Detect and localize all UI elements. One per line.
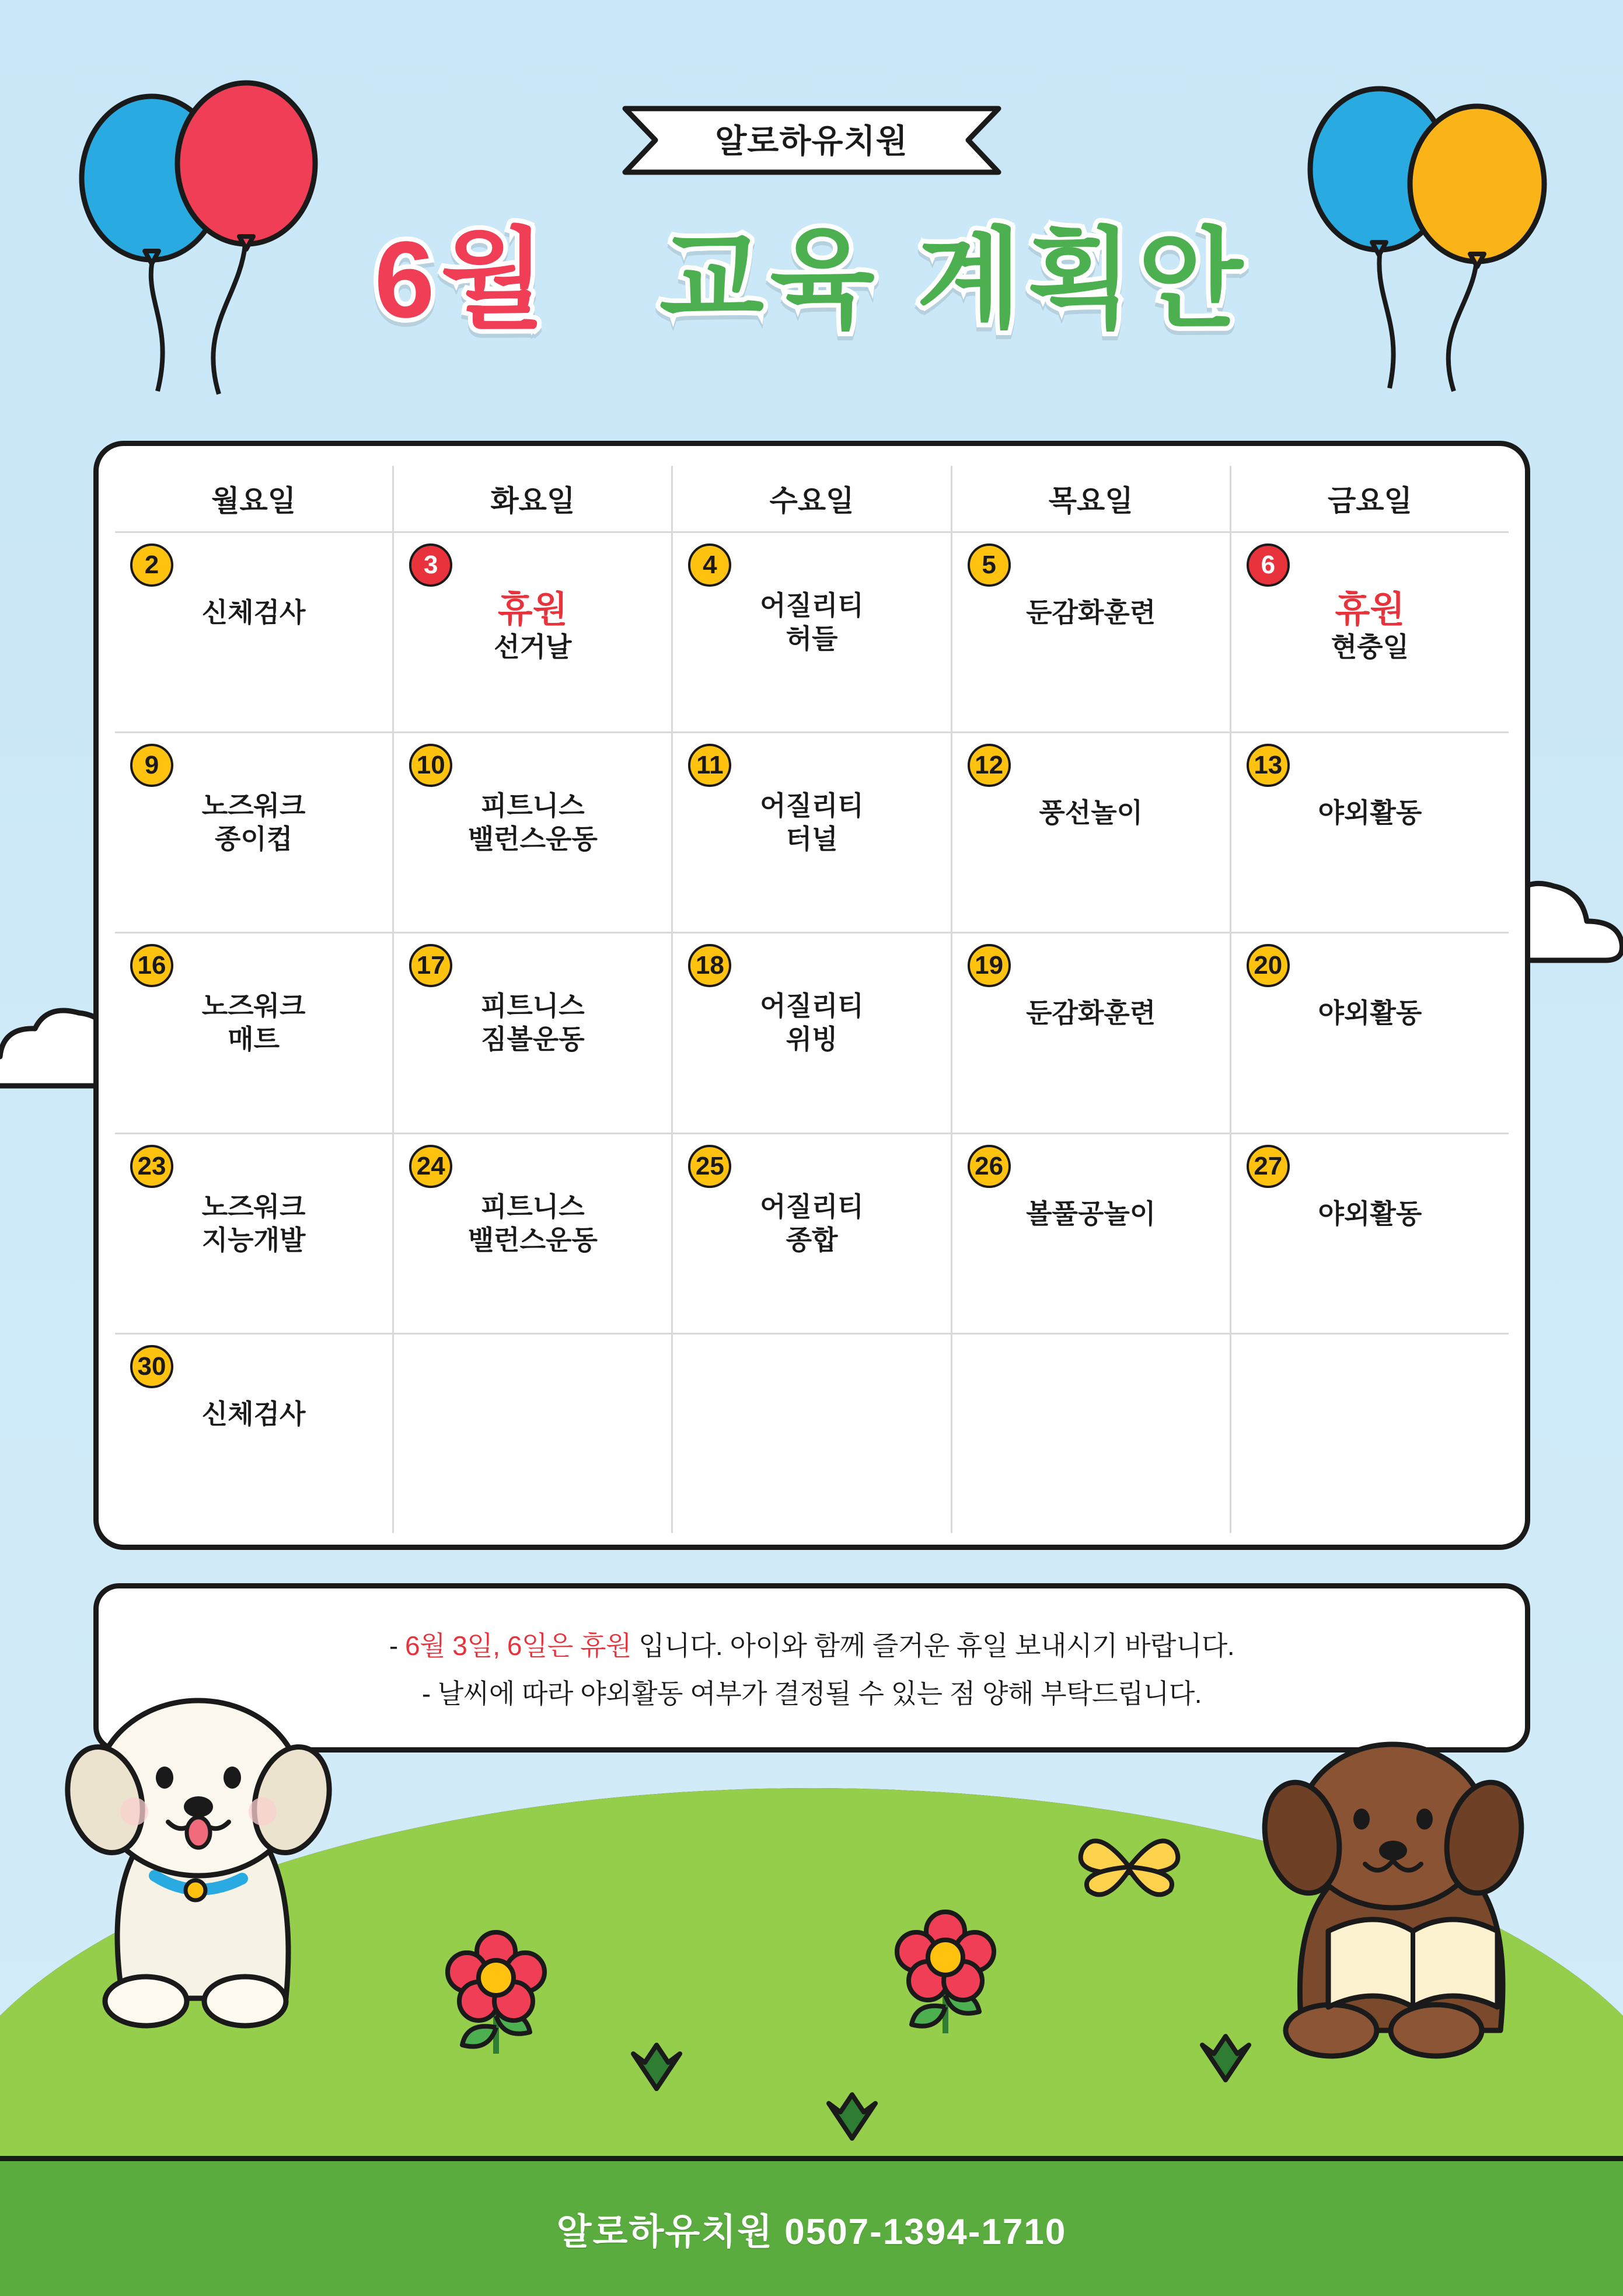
calendar-week-row <box>115 932 1509 1132</box>
calendar-day-cell[interactable] <box>115 1335 392 1533</box>
calendar-day-cell[interactable] <box>1230 733 1509 932</box>
day-event-line: 밸런스운동 <box>467 824 598 855</box>
calendar-week-row <box>115 731 1509 932</box>
calendar-day-cell[interactable] <box>115 533 392 731</box>
weekday-header-fri: 금요일 <box>1230 466 1509 531</box>
calendar-day-cell[interactable] <box>951 733 1230 932</box>
day-number: 12 <box>968 744 1011 787</box>
day-number: 23 <box>130 1145 173 1188</box>
calendar-day-cell[interactable] <box>951 933 1230 1132</box>
calendar-day-cell[interactable] <box>392 933 671 1132</box>
day-number: 4 <box>688 543 731 587</box>
holiday-label: 휴원 <box>1335 590 1405 630</box>
day-event-line: 어질리티 <box>760 790 864 821</box>
day-event-line: 종이컵 <box>214 824 293 855</box>
page-title-rest: 교육 계획안 <box>659 220 1249 340</box>
weekday-header-mon: 월요일 <box>211 485 296 517</box>
day-event-line: 어질리티 <box>760 991 864 1022</box>
calendar-day-cell[interactable] <box>951 1134 1230 1333</box>
day-event <box>952 1197 1230 1231</box>
calendar-day-cell[interactable] <box>392 733 671 932</box>
day-event-line: 위빙 <box>786 1024 838 1055</box>
ribbon-banner <box>619 104 1004 177</box>
day-number: 5 <box>968 543 1011 587</box>
flower-icon-2 <box>893 1908 998 2045</box>
day-event-line: 선거날 <box>494 632 572 663</box>
day-event-line: 노즈워크 <box>201 790 306 821</box>
day-event-line: 야외활동 <box>1318 797 1422 828</box>
calendar-day-cell[interactable] <box>1230 1134 1509 1333</box>
calendar-week-row <box>115 1133 1509 1333</box>
footer-contact: 알로하유치원 0507-1394-1710 <box>556 2212 1067 2252</box>
day-number: 24 <box>409 1145 452 1188</box>
day-number: 20 <box>1247 944 1290 987</box>
footer-bar <box>0 2156 1623 2296</box>
calendar-day-cell-empty <box>392 1335 671 1533</box>
weekday-header-thu: 목요일 <box>951 466 1230 531</box>
notice-line-1-prefix: - <box>389 1630 405 1661</box>
weekday-header-tue: 화요일 <box>392 466 671 531</box>
day-number: 3 <box>409 543 452 587</box>
day-event-line: 볼풀공놀이 <box>1026 1198 1156 1229</box>
calendar-day-cell-empty <box>951 1335 1230 1533</box>
calendar-card <box>93 441 1530 1550</box>
day-event <box>115 1190 392 1257</box>
day-event-line: 허들 <box>786 623 838 654</box>
calendar-day-cell[interactable] <box>1230 533 1509 731</box>
day-event <box>673 589 950 656</box>
grass-tuft-icon-2 <box>817 2089 887 2144</box>
day-event <box>394 990 671 1056</box>
grass-tuft-icon-1 <box>622 2039 692 2095</box>
calendar-day-cell[interactable] <box>392 1134 671 1333</box>
day-event-line: 매트 <box>228 1024 280 1055</box>
calendar-day-cell[interactable] <box>115 733 392 932</box>
white-dog-illustration <box>53 1625 391 2036</box>
day-event <box>952 796 1230 830</box>
calendar-grid <box>115 466 1509 1533</box>
day-event-line: 둔감화훈련 <box>1026 597 1156 628</box>
day-event-line: 풍선놀이 <box>1039 797 1143 828</box>
holiday-label: 휴원 <box>497 590 568 630</box>
notice-line-1-rest: 입니다. 아이와 함께 즐거운 휴일 보내시기 바랍니다. <box>631 1630 1235 1661</box>
day-event-line: 어질리티 <box>760 590 864 621</box>
day-event <box>1231 589 1509 664</box>
day-number: 10 <box>409 744 452 787</box>
day-event <box>115 789 392 856</box>
page-title <box>0 193 1623 349</box>
notice-line-1-highlight: 6월 3일, 6일은 휴원 <box>404 1630 631 1661</box>
notice-line-1 <box>389 1625 1234 1663</box>
day-event-line: 현충일 <box>1331 632 1409 663</box>
day-event-line: 노즈워크 <box>201 991 306 1022</box>
day-event-line: 피트니스 <box>480 1191 585 1222</box>
day-event-line: 야외활동 <box>1318 998 1422 1029</box>
day-number: 11 <box>688 744 731 787</box>
brown-dog-illustration <box>1232 1680 1559 2062</box>
day-number: 30 <box>130 1345 173 1388</box>
day-event <box>115 990 392 1056</box>
day-event <box>394 1190 671 1257</box>
calendar-week-row <box>115 531 1509 731</box>
day-event-line: 피트니스 <box>480 790 585 821</box>
day-event <box>673 789 950 856</box>
day-event-line: 신체검사 <box>201 1398 306 1429</box>
day-event <box>115 596 392 629</box>
calendar-header-row <box>115 466 1509 531</box>
calendar-week-row <box>115 1333 1509 1533</box>
calendar-day-cell[interactable] <box>671 933 950 1132</box>
day-number: 9 <box>130 744 173 787</box>
calendar-day-cell-empty <box>671 1335 950 1533</box>
day-event <box>394 589 671 664</box>
day-number: 26 <box>968 1145 1011 1188</box>
weekday-header-wed: 수요일 <box>671 466 950 531</box>
calendar-day-cell[interactable] <box>671 733 950 932</box>
day-event-line: 어질리티 <box>760 1191 864 1222</box>
day-event-line: 야외활동 <box>1318 1198 1422 1229</box>
day-event-line: 짐볼운동 <box>480 1024 585 1055</box>
grass-tuft-icon-3 <box>1191 2030 1261 2086</box>
calendar-weeks <box>115 531 1509 1533</box>
kindergarten-name: 알로하유치원 <box>715 122 908 159</box>
day-event <box>673 1190 950 1257</box>
day-event <box>1231 796 1509 830</box>
day-event <box>1231 1197 1509 1231</box>
day-event-line: 터널 <box>786 824 838 855</box>
day-number: 27 <box>1247 1145 1290 1188</box>
day-number: 19 <box>968 944 1011 987</box>
day-number: 17 <box>409 944 452 987</box>
day-number: 13 <box>1247 744 1290 787</box>
day-number: 18 <box>688 944 731 987</box>
day-event-line: 피트니스 <box>480 991 585 1022</box>
day-number: 6 <box>1247 543 1290 587</box>
day-number: 25 <box>688 1145 731 1188</box>
flower-icon-1 <box>444 1928 549 2065</box>
day-event <box>952 596 1230 629</box>
calendar-day-cell[interactable] <box>1230 933 1509 1132</box>
day-event-line: 둔감화훈련 <box>1026 998 1156 1029</box>
calendar-day-cell[interactable] <box>951 533 1230 731</box>
day-event-line: 지능개발 <box>201 1224 306 1255</box>
page-title-month: 6월 <box>374 220 552 340</box>
calendar-day-cell[interactable] <box>671 533 950 731</box>
calendar-day-cell-empty <box>1230 1335 1509 1533</box>
day-event <box>1231 997 1509 1030</box>
calendar-day-cell[interactable] <box>671 1134 950 1333</box>
butterfly-icon <box>1074 1814 1185 1917</box>
day-event-line: 신체검사 <box>201 597 306 628</box>
day-event-line: 종합 <box>786 1224 838 1255</box>
day-number: 2 <box>130 543 173 587</box>
calendar-day-cell[interactable] <box>115 1134 392 1333</box>
day-event <box>394 789 671 856</box>
notice-line-2: - 날씨에 따라 야외활동 여부가 결정될 수 있는 점 양해 부탁드립니다. <box>421 1678 1202 1709</box>
day-event <box>673 990 950 1056</box>
day-event <box>115 1398 392 1431</box>
day-event-line: 밸런스운동 <box>467 1224 598 1255</box>
day-event <box>952 997 1230 1030</box>
calendar-day-cell[interactable] <box>392 533 671 731</box>
day-event-line: 노즈워크 <box>201 1191 306 1222</box>
day-number: 16 <box>130 944 173 987</box>
calendar-day-cell[interactable] <box>115 933 392 1132</box>
